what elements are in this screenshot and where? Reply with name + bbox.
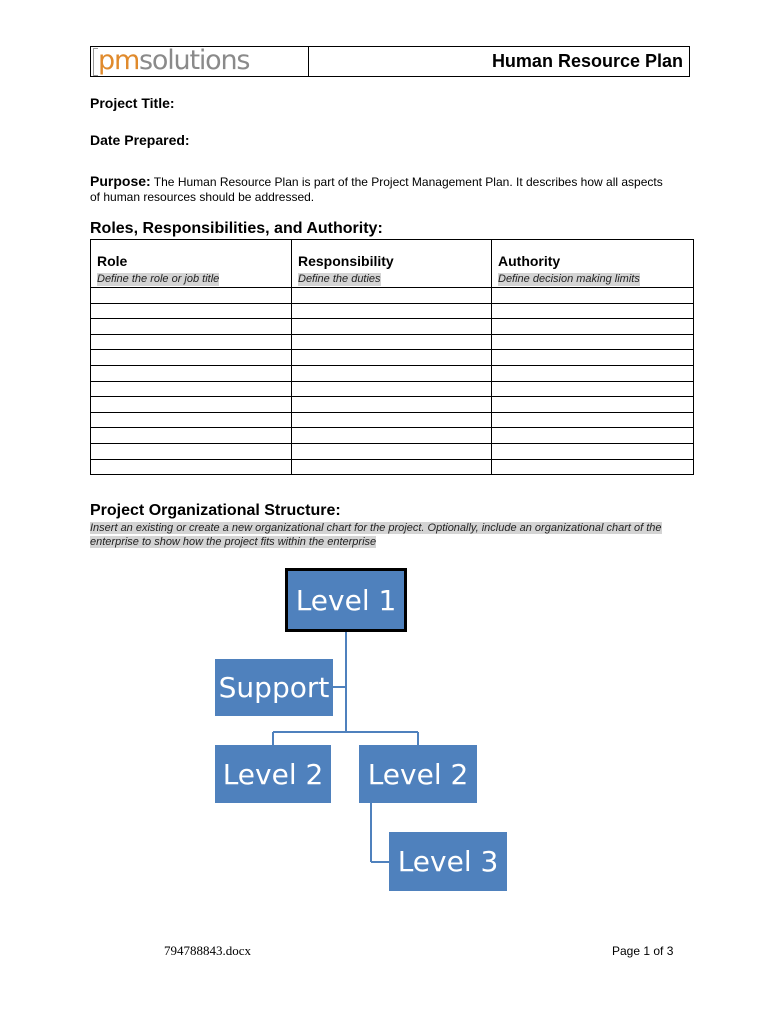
table-cell[interactable] [91, 350, 292, 366]
table-row [91, 397, 694, 413]
table-row [91, 303, 694, 319]
table-cell[interactable] [292, 381, 492, 397]
table-cell[interactable] [91, 334, 292, 350]
table-cell[interactable] [91, 443, 292, 459]
table-row [91, 412, 694, 428]
table-row [91, 288, 694, 304]
table-cell[interactable] [91, 365, 292, 381]
column-header-authority [492, 240, 694, 288]
org-node-support[interactable]: Support [215, 659, 333, 716]
org-node-level1[interactable]: Level 1 [285, 568, 407, 632]
table-cell[interactable] [292, 397, 492, 413]
org-node-level2-right[interactable]: Level 2 [359, 745, 477, 803]
org-hint-text: Insert an existing or create a new organizational chart for the project. Optionally, include an organizational chart of the enterprise to show how the project fits within the enterprise [90, 522, 662, 548]
column-title: Authority [498, 253, 561, 269]
table-cell[interactable] [492, 303, 694, 319]
table-cell[interactable] [492, 459, 694, 475]
org-node-level2-left[interactable]: Level 2 [215, 745, 331, 803]
table-row [91, 443, 694, 459]
table-cell[interactable] [492, 350, 694, 366]
table-row [91, 381, 694, 397]
table-cell[interactable] [292, 365, 492, 381]
table-cell[interactable] [91, 288, 292, 304]
table-row [91, 319, 694, 335]
table-cell[interactable] [292, 412, 492, 428]
roles-heading: Roles, Responsibilities, and Authority: [90, 220, 383, 237]
table-cell[interactable] [292, 459, 492, 475]
table-cell[interactable] [91, 459, 292, 475]
roles-table [90, 239, 694, 475]
table-cell[interactable] [91, 412, 292, 428]
footer-filename: 794788843.docx [164, 943, 252, 958]
table-cell[interactable] [492, 319, 694, 335]
table-cell[interactable] [292, 288, 492, 304]
table-row [91, 428, 694, 444]
date-prepared-label: Date Prepared: [90, 132, 190, 148]
column-title: Responsibility [298, 253, 394, 269]
project-title-label: Project Title: [90, 95, 175, 111]
column-title: Role [97, 253, 128, 269]
table-row [91, 459, 694, 475]
purpose-label: Purpose: [90, 173, 151, 189]
table-cell[interactable] [492, 365, 694, 381]
column-header-role [91, 240, 292, 288]
table-cell[interactable] [292, 303, 492, 319]
purpose-paragraph [90, 174, 670, 205]
column-hint: Define the role or job title [97, 273, 220, 285]
column-hint: Define decision making limits [498, 273, 640, 285]
roles-table-header [91, 240, 694, 288]
org-node-level3[interactable]: Level 3 [389, 832, 507, 891]
table-cell[interactable] [492, 334, 694, 350]
logo-pm: pm [98, 45, 140, 76]
roles-table-body [91, 288, 694, 475]
table-cell[interactable] [91, 397, 292, 413]
pmsolutions-logo [98, 44, 249, 78]
table-cell[interactable] [292, 350, 492, 366]
table-cell[interactable] [492, 397, 694, 413]
purpose-text: The Human Resource Plan is part of the Project Management Plan. It describes how all aspects of human resources should be addressed. [90, 175, 663, 204]
org-structure-heading: Project Organizational Structure: [90, 502, 341, 519]
table-cell[interactable] [492, 288, 694, 304]
logo-solutions: solutions [139, 45, 250, 76]
table-cell[interactable] [91, 381, 292, 397]
table-cell[interactable] [292, 334, 492, 350]
table-cell[interactable] [91, 303, 292, 319]
table-cell[interactable] [91, 428, 292, 444]
table-cell[interactable] [292, 319, 492, 335]
table-cell[interactable] [492, 381, 694, 397]
org-structure-hint [90, 521, 670, 549]
column-header-responsibility [292, 240, 492, 288]
table-row [91, 350, 694, 366]
table-cell[interactable] [492, 428, 694, 444]
table-cell[interactable] [91, 319, 292, 335]
document-title: Human Resource Plan [491, 51, 683, 71]
table-cell[interactable] [292, 443, 492, 459]
table-row [91, 334, 694, 350]
footer-page-number: Page 1 of 3 [612, 944, 674, 958]
document-header [90, 46, 690, 77]
table-cell[interactable] [292, 428, 492, 444]
table-row [91, 365, 694, 381]
logo-cell [91, 47, 309, 76]
table-cell[interactable] [492, 412, 694, 428]
column-hint: Define the duties [298, 273, 381, 285]
table-cell[interactable] [492, 443, 694, 459]
